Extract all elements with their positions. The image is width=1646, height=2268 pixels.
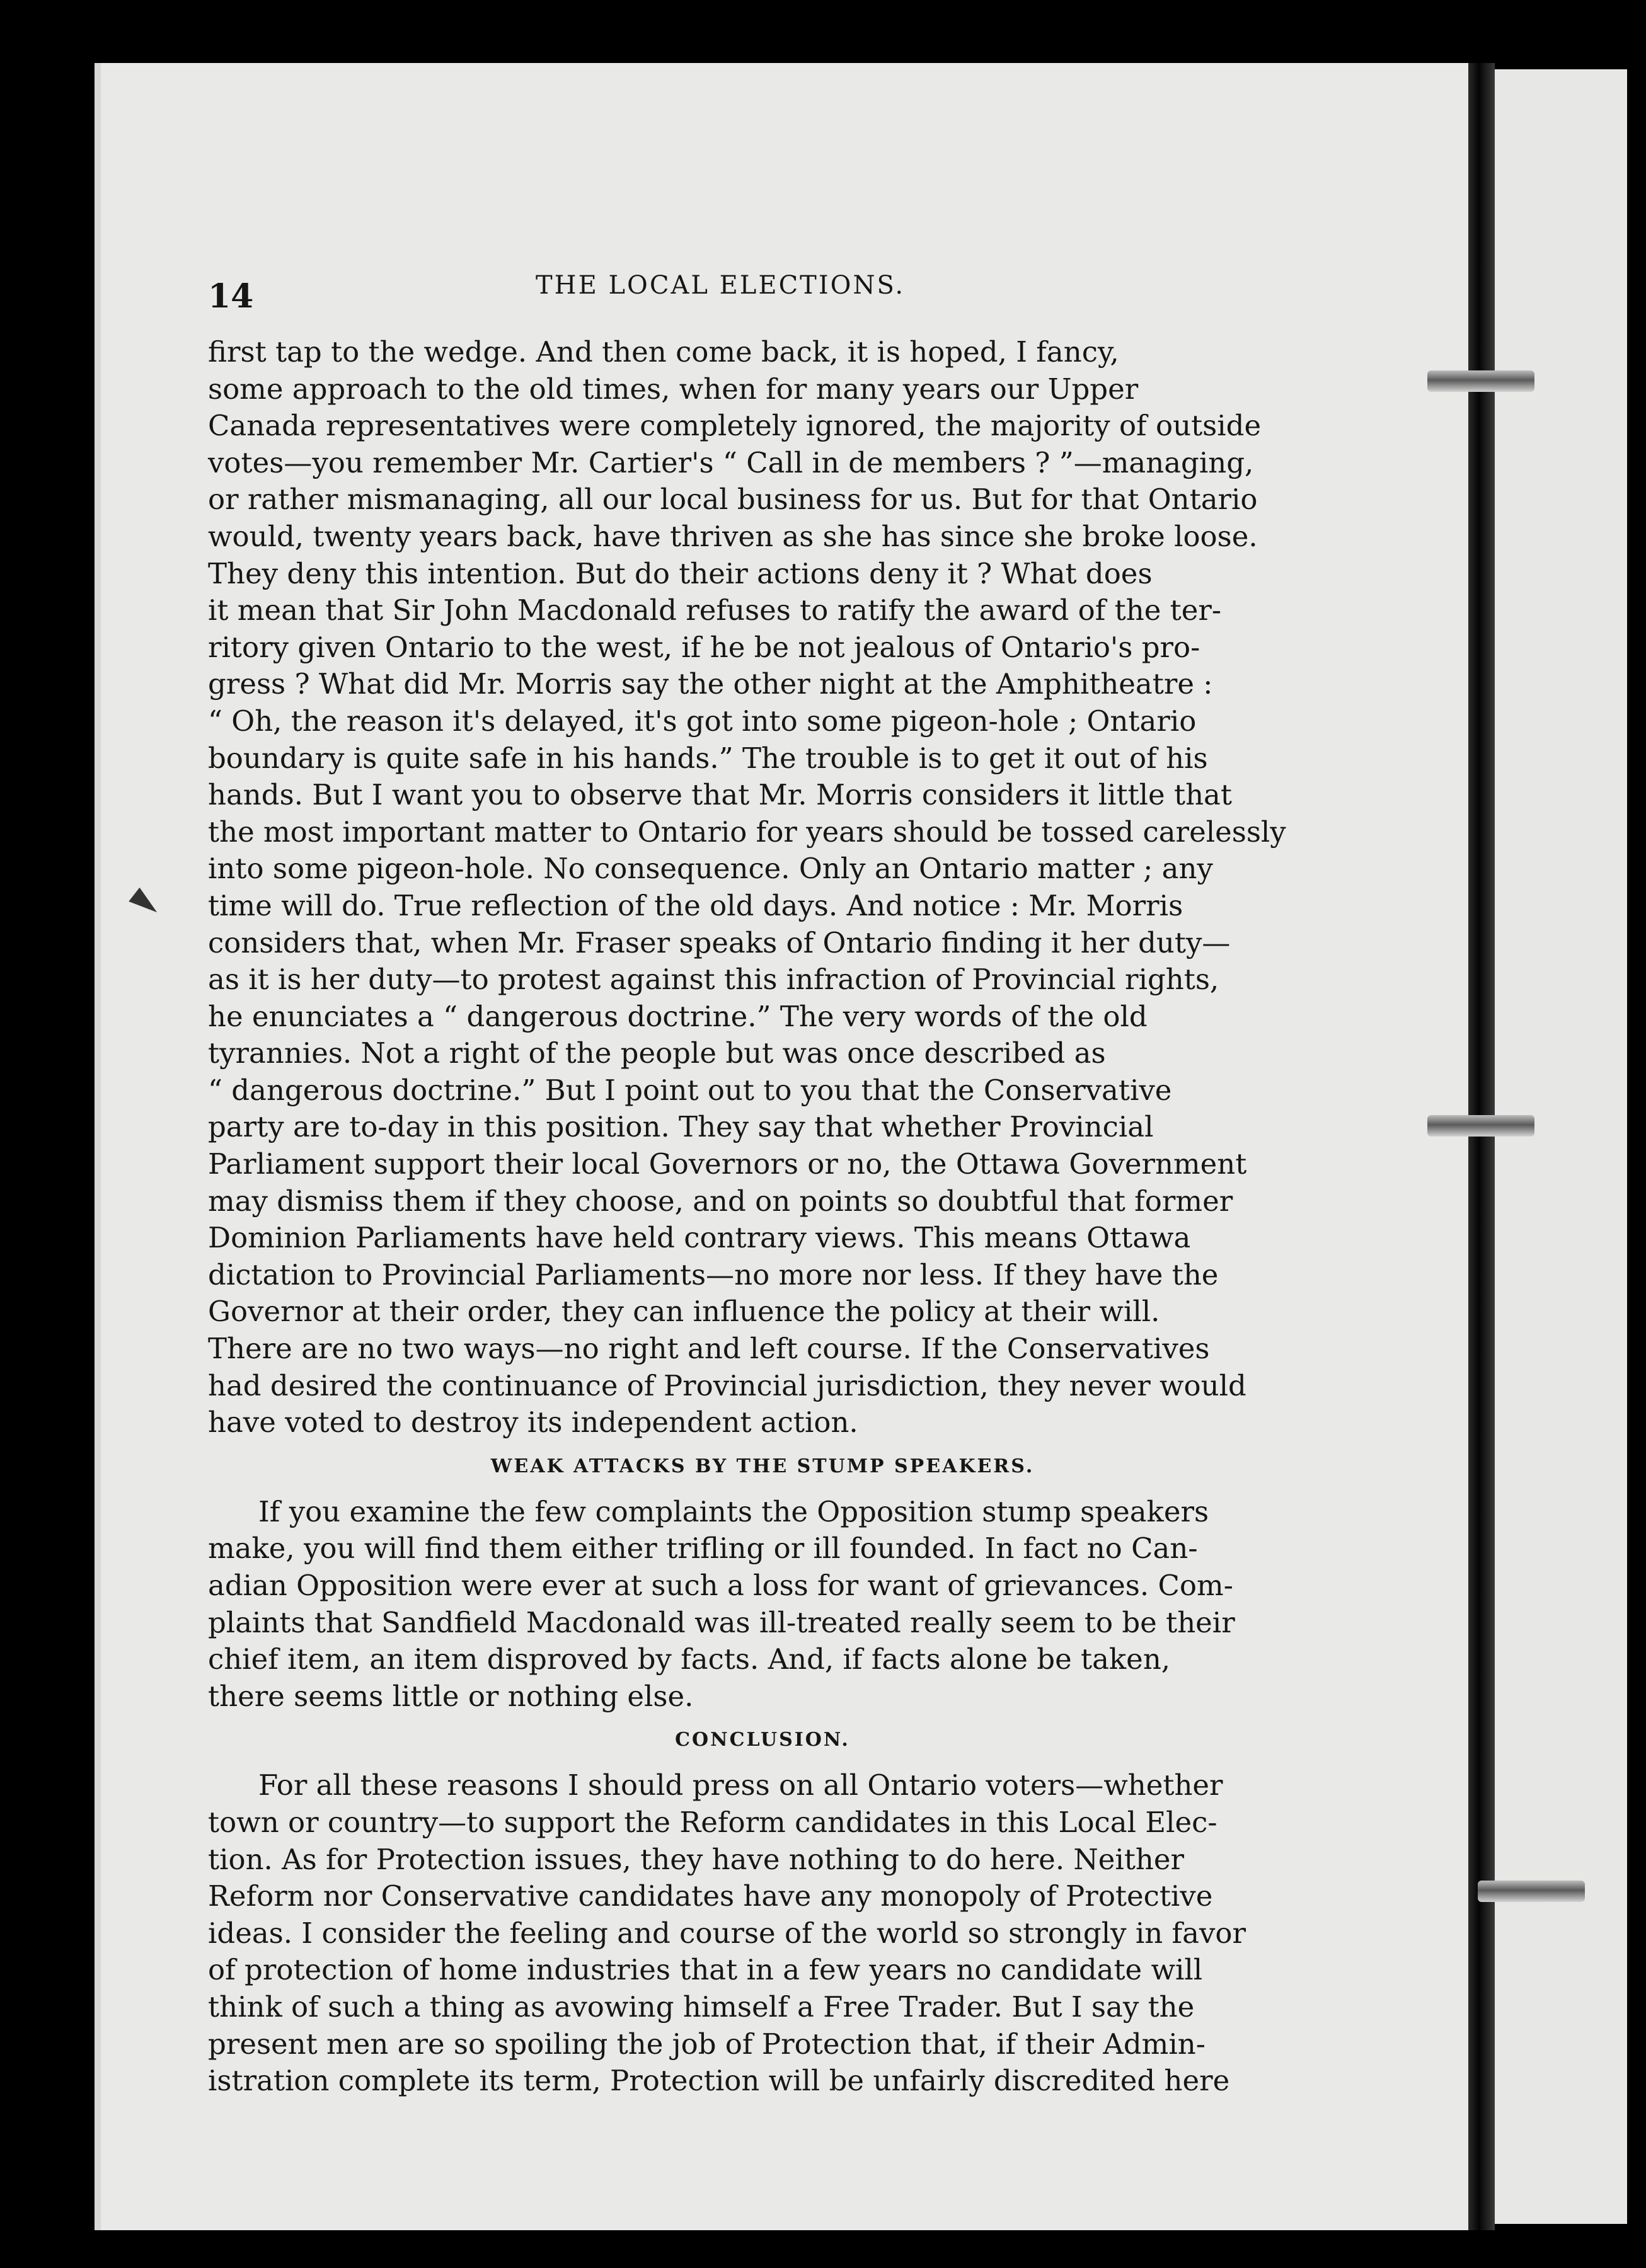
text-line: of protection of home industries that in a few years no candidate will [208,1953,1203,1987]
text-line: For all these reasons I should press on all Ontario voters—whether [258,1768,1223,1802]
text-line: ideas. I consider the feeling and course of the world so strongly in favor [208,1916,1246,1950]
text-line: think of such a thing as avowing himself a Free Trader. But I say the [208,1990,1195,2024]
text-line: he enunciates a “ dangerous doctrine.” The very words of the old [208,999,1148,1033]
text-line: time will do. True reflection of the old days. And notice : Mr. Morris [208,888,1183,922]
text-line: some approach to the old times, when for many years our Upper [208,372,1139,406]
text-line: tion. As for Protection issues, they have nothing to do here. Neither [208,1842,1185,1876]
text-line: into some pigeon-hole. No consequence. Only an Ontario matter ; any [208,852,1213,886]
paragraph-1 [208,334,1317,1441]
text-line: would, twenty years back, have thriven as she has since she broke loose. [208,519,1258,553]
paragraph-2 [208,1494,1317,1715]
running-head: THE LOCAL ELECTIONS. [536,271,906,300]
text-line: chief item, an item disproved by facts. And, if facts alone be taken, [208,1642,1171,1676]
text-line: party are to-day in this position. They say that whether Provincial [208,1110,1154,1144]
text-line: as it is her duty—to protest against this infraction of Provincial rights, [208,963,1219,997]
paragraph-3 [208,1767,1317,2099]
text-line: Parliament support their local Governors or no, the Ottawa Government [208,1147,1247,1181]
text-line: may dismiss them if they choose, and on points so doubtful that former [208,1184,1233,1218]
text-line: first tap to the wedge. And then come back, it is hoped, I fancy, [208,335,1119,369]
text-line: considers that, when Mr. Fraser speaks of Ontario finding it her duty— [208,925,1231,959]
text-line: make, you will find them either trifling or ill founded. In fact no Can- [208,1532,1198,1566]
text-line: the most important matter to Ontario for years should be tossed carelessly [208,815,1286,849]
section-heading-conclusion: CONCLUSION. [675,1729,850,1751]
text-line: gress ? What did Mr. Morris say the other night at the Amphitheatre : [208,667,1213,701]
text-line: If you examine the few complaints the Opposition stump speakers [258,1494,1209,1528]
page-header [208,265,1317,334]
text-line: present men are so spoiling the job of Protection that, if their Admin- [208,2027,1206,2061]
text-line: plaints that Sandfield Macdonald was ill-treated really seem to be their [208,1605,1235,1639]
binding-staple-middle [1427,1115,1534,1137]
text-line: hands. But I want you to observe that Mr. Morris considers it little that [208,778,1232,812]
text-line: “ dangerous doctrine.” But I point out to you that the Conservative [208,1073,1172,1107]
text-line: istration complete its term, Protection will be unfairly discredited here [208,2064,1230,2098]
page-number: 14 [208,277,254,316]
text-line: it mean that Sir John Macdonald refuses to ratify the award of the ter- [208,593,1222,627]
text-line: Dominion Parliaments have held contrary views. This means Ottawa [208,1221,1191,1255]
section-heading-weak-attacks: WEAK ATTACKS BY THE STUMP SPEAKERS. [490,1455,1035,1477]
text-line: or rather mismanaging, all our local business for us. But for that Ontario [208,483,1258,517]
binding-staple-top [1427,370,1534,392]
text-line: have voted to destroy its independent action. [208,1406,858,1440]
text-line: ritory given Ontario to the west, if he be not jealous of Ontario's pro- [208,630,1200,664]
text-line: town or country—to support the Reform candidates in this Local Elec- [208,1805,1217,1839]
text-line: There are no two ways—no right and left course. If the Conservatives [208,1332,1210,1366]
text-line: there seems little or nothing else. [208,1679,694,1713]
text-line: Reform nor Conservative candidates have any monopoly of Protective [208,1879,1213,1913]
text-line: adian Opposition were ever at such a loss for want of grievances. Com- [208,1569,1233,1602]
text-line: “ Oh, the reason it's delayed, it's got into some pigeon-hole ; Ontario [208,704,1197,738]
text-line: Governor at their order, they can influence the policy at their will. [208,1295,1160,1329]
text-line: had desired the continuance of Provincial jurisdiction, they never would [208,1368,1246,1402]
page-text [208,265,1317,2100]
text-line: Canada representatives were completely ignored, the majority of outside [208,409,1262,443]
binding-staple-bottom [1478,1881,1585,1902]
text-line: votes—you remember Mr. Cartier's “ Call in de members ? ”—managing, [208,445,1254,479]
text-line: boundary is quite safe in his hands.” The trouble is to get it out of his [208,741,1208,775]
text-line: They deny this intention. But do their actions deny it ? What does [208,556,1153,590]
text-line: tyrannies. Not a right of the people but was once described as [208,1036,1106,1070]
text-line: dictation to Provincial Parliaments—no more nor less. If they have the [208,1257,1219,1292]
